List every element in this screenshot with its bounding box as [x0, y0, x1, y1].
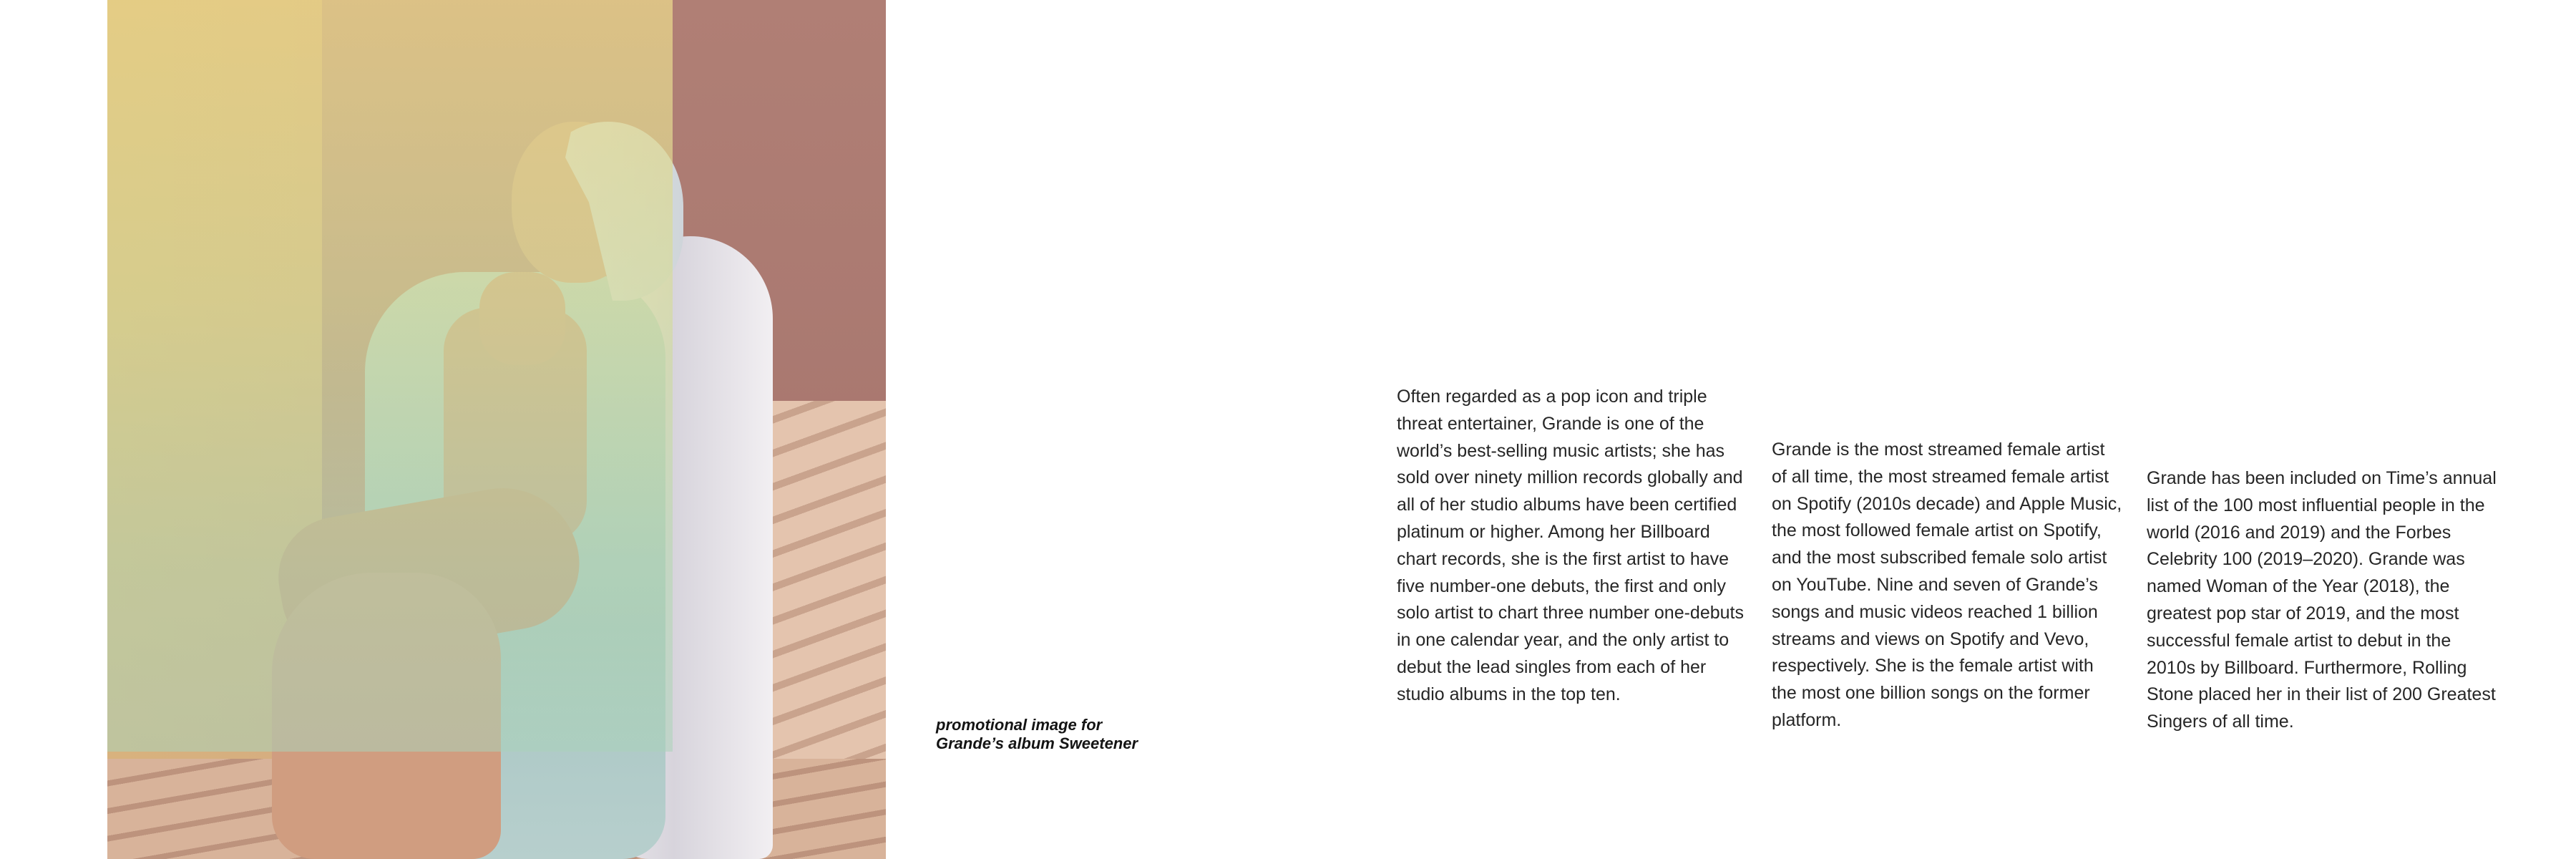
caption-line-2: Grande’s album Sweetener [936, 734, 1138, 752]
paragraph-2: Grande is the most streamed female artist of all time, the most streamed female artist on Spotify (2010s decade) and Apple Music, the most followed female artist on Spotify, and the most subscribed female solo artist on YouTube. Nine and seven of Grande’s songs and music videos reached 1 billion streams and views on Spotify and Vevo, respectively. She is the female artist with the most one billion songs on the former platform. [1772, 440, 2122, 730]
paragraph-3: Grande has been included on Time’s annual list of the 100 most influential people in the world (2016 and 2019) and the Forbes Celebrity 100 (2019–2020). Grande was named Woman of the Year (2018), the greatest pop star of 2019, and the most successful female artist to debut in the 2010s by Billboard. Furthermore, Rolling Stone placed her in their list of 200 Greatest Singers of all time. [2147, 468, 2497, 732]
text-column-1 [1397, 384, 1747, 709]
photo-color-overlay [107, 0, 673, 752]
promotional-photo [107, 0, 886, 859]
photo-caption [936, 716, 1236, 753]
paragraph-1: Often regarded as a pop icon and triple threat entertainer, Grande is one of the world’s best-selling music artists; she has sold over ninety million records globally and all of her studio albums have been certified platinum or higher. Among her Billboard chart records, she is the first artist to have five number-one debuts, the first and only solo artist to chart three number one-debuts in one calendar year, and the only artist to debut the lead singles from each of her studio albums in the top ten. [1397, 387, 1744, 704]
text-column-3 [2147, 465, 2497, 736]
caption-line-1: promotional image for [936, 716, 1103, 734]
text-column-2 [1772, 437, 2122, 734]
